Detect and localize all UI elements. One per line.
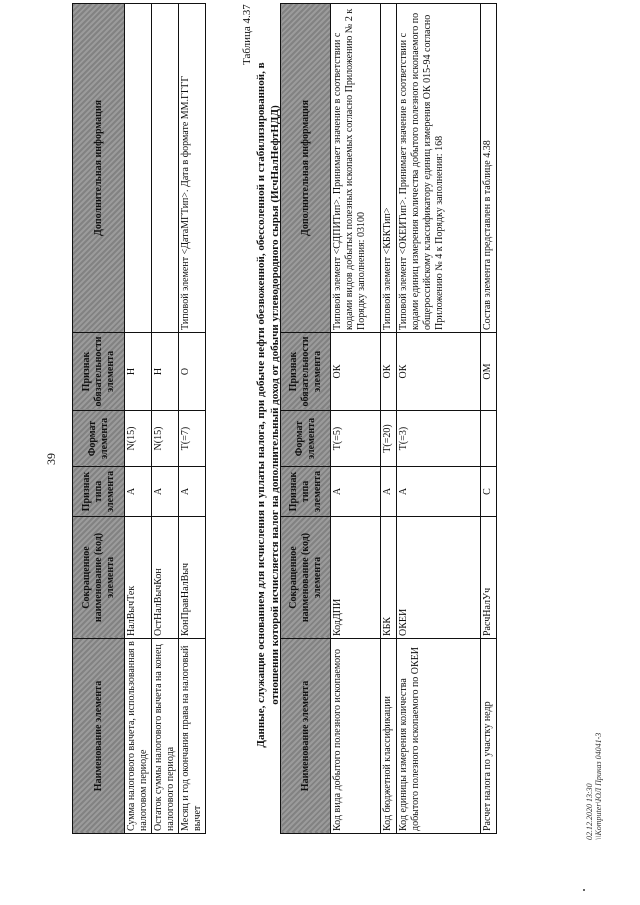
- cell-name: Остаток суммы налогового вычета на конец налогового периода: [152, 639, 179, 834]
- table-header-row: [281, 4, 331, 834]
- cell-required: О: [179, 333, 206, 411]
- cell-info: Типовой элемент <ОКЕИТип>. Принимает значение в соответствии с кодами единиц измерения количества добытого полезного ископаемого по общероссийскому классификатору единиц измерения ОК 015-94 согласно Приложению № 4 к Порядку заполнения: 168: [397, 4, 481, 333]
- header-cell: Признак обязательности элемента: [73, 333, 125, 411]
- cell-info: Состав элемента представлен в таблице 4.38: [481, 4, 497, 333]
- print-stamp: [585, 733, 603, 840]
- cell-code: КодДПИ: [331, 517, 381, 639]
- cell-code: ОКЕИ: [397, 517, 481, 639]
- cell-format: T(=5): [331, 411, 381, 467]
- cell-code: РасчНалУч: [481, 517, 497, 639]
- cell-code: КонПравНалВыч: [179, 517, 206, 639]
- header-cell: Признак типа элемента: [281, 467, 331, 517]
- cell-format: N(15): [152, 411, 179, 467]
- cell-format: T(=20): [381, 411, 397, 467]
- table-row: [331, 4, 381, 834]
- header-cell: Дополнительная информация: [73, 4, 125, 333]
- cell-type: А: [397, 467, 481, 517]
- cell-format: T(=7): [179, 411, 206, 467]
- table-row: [125, 4, 152, 834]
- header-cell: Признак типа элемента: [73, 467, 125, 517]
- header-cell: Формат элемента: [73, 411, 125, 467]
- cell-name: Код вида добытого полезного ископаемого: [331, 639, 381, 834]
- cell-type: А: [179, 467, 206, 517]
- cell-code: НалВычТек: [125, 517, 152, 639]
- table-row: [397, 4, 481, 834]
- cell-name: Расчет налога по участку недр: [481, 639, 497, 834]
- cell-type: А: [125, 467, 152, 517]
- cell-type: А: [331, 467, 381, 517]
- table-row: [481, 4, 497, 834]
- cell-info: Типовой элемент <КБКТип>: [381, 4, 397, 333]
- cell-code: КБК: [381, 517, 397, 639]
- cell-info: Типовой элемент <ДатаМГТип>. Дата в формате ММ.ГГГГ: [179, 4, 206, 333]
- cell-required: Н: [152, 333, 179, 411]
- table-oil-tax-data: [280, 3, 497, 834]
- scan-mark: [583, 889, 585, 891]
- table-header-row: [73, 4, 125, 834]
- cell-name: Сумма налогового вычета, использованная в налоговом периоде: [125, 639, 152, 834]
- cell-required: ОК: [381, 333, 397, 411]
- table-caption: Данные, служащие основанием для исчисления и уплаты налога, при добыче нефти обезвоженной, обессоленной и стабилизированной, в отношении которой исчисляется налог на дополнительный доход от добычи углеводородного сырья (ИсчНалНефтНДД): [255, 62, 281, 748]
- table-row: [152, 4, 179, 834]
- cell-name: Месяц и год окончания права на налоговый вычет: [179, 639, 206, 834]
- cell-required: Н: [125, 333, 152, 411]
- cell-name: Код бюджетной классификации: [381, 639, 397, 834]
- cell-type: А: [381, 467, 397, 517]
- cell-info: [125, 4, 152, 333]
- header-cell: Сокращенное наименование (код) элемента: [281, 517, 331, 639]
- header-cell: Сокращенное наименование (код) элемента: [73, 517, 125, 639]
- table-caption-number: Таблица 4.37: [241, 4, 253, 65]
- cell-format: T(=3): [397, 411, 481, 467]
- cell-type: С: [481, 467, 497, 517]
- stamp-line-2: \\Komputer\ЮЛ Приказ 04041-3: [594, 732, 603, 840]
- cell-name: Код единицы измерения количества добытого полезного ископаемого по ОКЕИ: [397, 639, 481, 834]
- cell-required: ОМ: [481, 333, 497, 411]
- header-cell: Наименование элемента: [281, 639, 331, 834]
- cell-type: А: [152, 467, 179, 517]
- cell-required: ОК: [331, 333, 381, 411]
- table-row: [179, 4, 206, 834]
- stamp-line-1: 02.12.2020 13:30: [585, 783, 594, 840]
- header-cell: Дополнительная информация: [281, 4, 331, 333]
- table-tax-deduction: [72, 3, 206, 834]
- cell-code: ОстНалВычКон: [152, 517, 179, 639]
- cell-info: [152, 4, 179, 333]
- header-cell: Признак обязательности элемента: [281, 333, 331, 411]
- cell-info: Типовой элемент <СДПИТип>. Принимает значение в соответствии с кодами видов добытых полезных ископаемых согласно Приложению № 2 к Порядку заполнения: 03100: [331, 4, 381, 333]
- cell-format: N(15): [125, 411, 152, 467]
- cell-format: [481, 411, 497, 467]
- header-cell: Наименование элемента: [73, 639, 125, 834]
- table-row: [381, 4, 397, 834]
- cell-required: ОК: [397, 333, 481, 411]
- page-number: 39: [44, 453, 58, 465]
- header-cell: Формат элемента: [281, 411, 331, 467]
